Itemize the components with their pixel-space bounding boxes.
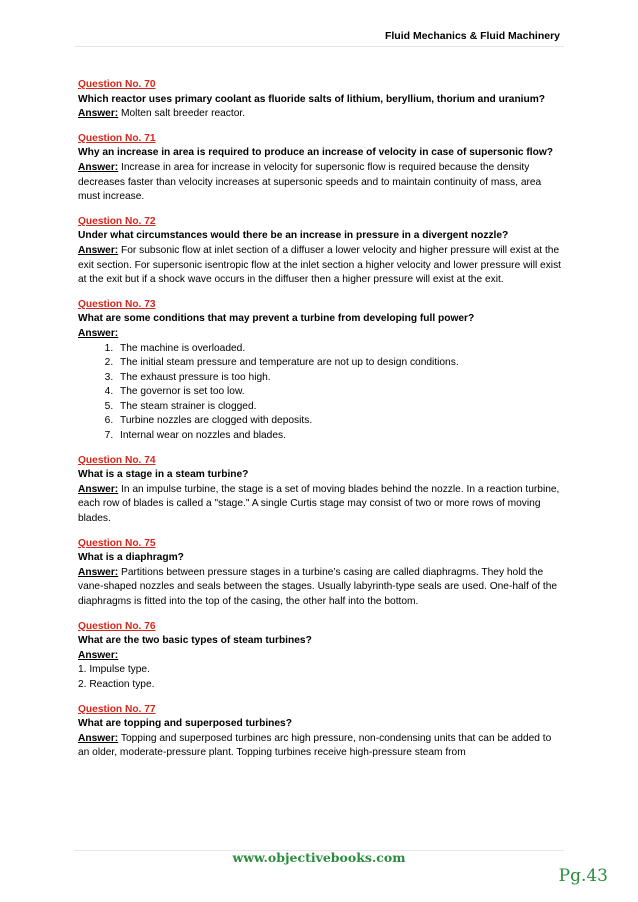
answer-paragraph <box>78 161 562 205</box>
question-number: Question No. 73 <box>78 298 156 310</box>
question-block-74 <box>78 454 562 527</box>
list-item: 1. Impulse type. <box>78 664 150 676</box>
question-block-73 <box>78 298 562 444</box>
answer-label: Answer: <box>78 649 119 661</box>
answer-paragraph <box>78 483 562 527</box>
question-number: Question No. 77 <box>78 703 156 715</box>
answer-text: In an impulse turbine, the stage is a set of moving blades behind the nozzle. In a reaction turbine, each row of blades is called a "stage." A single Curtis stage may consist of two or more rows of moving blades. <box>78 483 560 525</box>
question-block-76 <box>78 620 562 693</box>
question-text: What is a stage in a steam turbine? <box>78 469 249 481</box>
list-item: 2. The initial steam pressure and temperature are not up to design conditions. <box>116 356 562 371</box>
answer-label: Answer: <box>78 566 119 578</box>
answer-text: Topping and superposed turbines arc high pressure, non-condensing units that can be added to an older, moderate-pressure plant. Topping turbines receive high-pressure steam from <box>78 732 552 759</box>
list-item: 6. Turbine nozzles are clogged with deposits. <box>116 414 562 429</box>
answer-text: Partitions between pressure stages in a turbine’s casing are called diaphragms. They hold the vane-shaped nozzles and seals between the stages. Usually labyrinth-type seals are used. One-half of the diaphragms is fitted into the top of the casing, the other half into the bottom. <box>78 566 558 607</box>
header-divider <box>74 46 564 47</box>
question-text: What are the two basic types of steam turbines? <box>78 635 312 647</box>
question-number: Question No. 70 <box>78 79 156 90</box>
answer-list <box>78 342 562 444</box>
question-number: Question No. 75 <box>78 537 156 549</box>
question-block-70 <box>78 78 562 122</box>
question-block-75 <box>78 537 562 610</box>
question-text: What are topping and superposed turbines? <box>78 718 292 730</box>
answer-label: Answer: <box>78 108 119 120</box>
answer-paragraph <box>78 244 562 288</box>
list-item: 2. Reaction type. <box>78 678 155 690</box>
question-text: What is a diaphragm? <box>78 552 184 564</box>
answer-label: Answer: <box>78 161 119 173</box>
answer-label: Answer: <box>78 244 119 256</box>
answer-label: Answer: <box>78 732 119 744</box>
answer-paragraph <box>78 732 562 761</box>
list-item: 1. The machine is overloaded. <box>116 342 562 357</box>
answer-text: Increase in area for increase in velocity for supersonic flow is required because the density decreases faster than velocity increases at supersonic speeds and to maintain continuity of mass, area must increase. <box>78 161 542 203</box>
question-number: Question No. 74 <box>78 454 156 466</box>
question-number: Question No. 71 <box>78 132 156 144</box>
question-text: Why an increase in area is required to produce an increase of velocity in case of supersonic flow? <box>78 147 553 159</box>
list-item: 4. The governor is set too low. <box>116 385 562 400</box>
answer-label: Answer: <box>78 327 119 339</box>
question-text: What are some conditions that may prevent a turbine from developing full power? <box>78 313 475 325</box>
page-number: Pg.43 <box>558 866 608 886</box>
question-text: Under what circumstances would there be an increase in pressure in a divergent nozzle? <box>78 230 509 242</box>
question-block-72 <box>78 215 562 288</box>
footer-website-link[interactable]: www.objectivebooks.com <box>232 850 406 865</box>
list-item: 5. The steam strainer is clogged. <box>116 400 562 415</box>
question-block-71 <box>78 132 562 205</box>
list-item: 3. The exhaust pressure is too high. <box>116 371 562 386</box>
document-body <box>78 78 562 771</box>
question-number: Question No. 76 <box>78 620 156 632</box>
list-item: 7. Internal wear on nozzles and blades. <box>116 429 562 444</box>
question-number: Question No. 72 <box>78 215 156 227</box>
answer-label: Answer: <box>78 483 119 495</box>
answer-paragraph <box>78 566 562 610</box>
answer-text: Molten salt breeder reactor. <box>118 108 246 120</box>
answer-paragraph <box>78 107 562 122</box>
question-block-77 <box>78 703 562 761</box>
running-header: Fluid Mechanics & Fluid Machinery <box>384 30 560 42</box>
question-text: Which reactor uses primary coolant as fluoride salts of lithium, beryllium, thorium and uranium? <box>78 93 546 105</box>
answer-text: For subsonic flow at inlet section of a diffuser a lower velocity and higher pressure will exist at the exit section. For supersonic isentropic flow at the inlet section a higher velocity and lower pressure will exist at the exit but if a shock wave occurs in the diffuser then a higher pressure will exist at the exit. <box>78 244 561 286</box>
